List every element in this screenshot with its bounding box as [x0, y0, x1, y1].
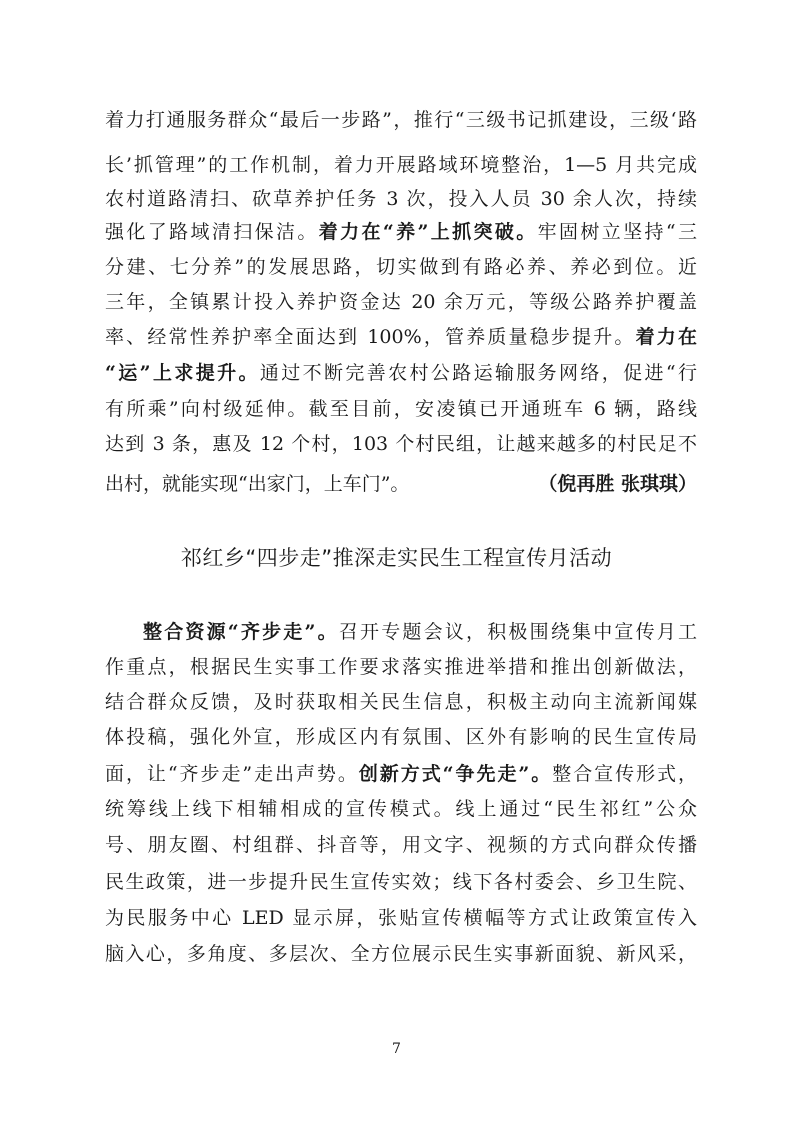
paragraph-line: [105, 942, 697, 966]
paragraph-line: [105, 325, 697, 349]
paragraph-line: [105, 906, 697, 930]
bold-subheading: 着力在“养”上抓突破。: [318, 221, 538, 243]
paragraph-line: [105, 220, 697, 244]
text-run: 通过不断完善农村公路运输服务网络，促进“行: [259, 362, 698, 384]
text-run: 有所乘”向村级延伸。截至目前，安凌镇已开通班车 6 辆，路线: [105, 398, 697, 420]
bold-subheading: 整合资源“齐步走”。: [143, 621, 339, 643]
text-run: 分建、七分养”的发展思路，切实做到有路必养、养必到位。近: [105, 256, 697, 278]
text-run: 强化了路域清扫保洁。: [105, 221, 319, 243]
text-run: 牢固树立坚持“三: [537, 221, 697, 243]
text-run: 整合宣传形式，: [552, 763, 697, 785]
paragraph-line: [105, 187, 697, 211]
bold-subheading: “运”上求提升。: [105, 362, 260, 384]
text-run: 三年，全镇累计投入养护资金达 20 余万元，等级公路养护覆盖: [105, 291, 697, 313]
text-run: 率、经常性养护率全面达到 100%，管养质量稳步提升。: [105, 326, 636, 348]
bold-subheading: 着力在: [635, 326, 697, 348]
text-run: 脑入心，多角度、多层次、全方位展示民生实事新面貌、新风采，: [105, 943, 697, 965]
paragraph-line: [105, 762, 697, 786]
text-run: 民生政策，进一步提升民生宣传实效；线下各村委会、乡卫生院、: [105, 871, 697, 893]
text-run: 作重点，根据民生实事工作要求落实推进举措和推出创新做法，: [105, 656, 697, 678]
paragraph-line: [105, 725, 697, 749]
text-run: 召开专题会议，积极围绕集中宣传月工: [338, 621, 697, 643]
text-run: 结合群众反馈，及时获取相关民生信息，积极主动向主流新闻媒: [105, 691, 697, 713]
paragraph-line: [105, 690, 697, 714]
paragraph-line: [105, 108, 697, 132]
paragraph-line: [105, 397, 697, 421]
paragraph-line: [105, 655, 697, 679]
paragraph-line: [105, 361, 697, 385]
text-run: 面，让“齐步走”走出声势。: [105, 763, 359, 785]
author-attribution: （倪再胜 张琪琪）: [538, 473, 697, 495]
text-run: 着力打通服务群众“最后一步路”，推行“三级书记抓建设，三级‘路: [105, 109, 697, 131]
section-heading: 祁红乡“四步走”推深走实民生工程宣传月活动: [180, 546, 613, 570]
text-run: 出村，就能实现“出家门，上车门”。: [105, 473, 410, 495]
paragraph-line: [105, 255, 697, 279]
text-run: 为民服务中心 LED 显示屏，张贴宣传横幅等方式让政策宣传入: [105, 907, 697, 929]
paragraph-line: [105, 797, 697, 821]
paragraph-line: [105, 153, 697, 177]
paragraph-line: [105, 290, 697, 314]
text-run: 长’抓管理”的工作机制，着力开展路域环境整治，1—5 月共完成: [105, 154, 697, 176]
text-run: 体投稿，强化外宣，形成区内有氛围、区外有影响的民生宣传局: [105, 726, 697, 748]
text-run: 统筹线上线下相辅相成的宣传模式。线上通过“民生祁红”公众: [105, 798, 697, 820]
paragraph-line: [143, 620, 697, 644]
paragraph-line: [105, 833, 697, 857]
page-number: 7: [392, 1041, 401, 1057]
text-run: 号、朋友圈、村组群、抖音等，用文字、视频的方式向群众传播: [105, 834, 697, 856]
text-run: 达到 3 条，惠及 12 个村，103 个村民组，让越来越多的村民足不: [105, 433, 697, 455]
paragraph-line: [105, 870, 697, 894]
text-run: 农村道路清扫、砍草养护任务 3 次，投入人员 30 余人次，持续: [105, 188, 697, 210]
bold-subheading: 创新方式“争先走”。: [358, 763, 553, 785]
paragraph-line: [105, 432, 697, 456]
